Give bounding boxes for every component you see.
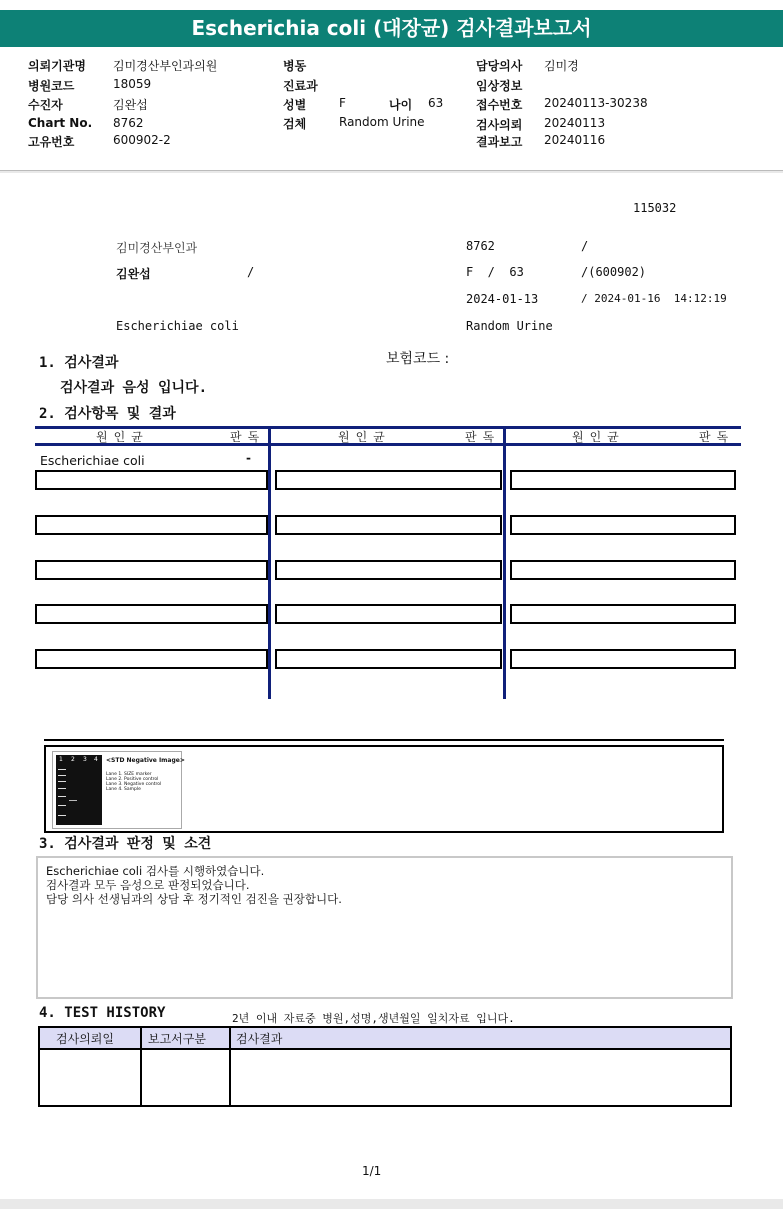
report-page — [0, 173, 783, 1199]
hospital-code-label: 병원코드 — [28, 79, 75, 93]
col3-organism-header: 원인균 — [572, 430, 625, 444]
report-title: Escherichia coli (대장균) 검사결과보고서 — [0, 10, 783, 47]
result-box — [510, 604, 736, 624]
history-table-header — [40, 1028, 730, 1050]
marker-band — [58, 769, 66, 770]
patient-label: 수진자 — [28, 98, 63, 112]
insurance-code-label: 보험코드 : — [386, 351, 450, 367]
result-box — [35, 649, 268, 669]
gel-legend-line: Lane 3. Negative control — [106, 782, 162, 787]
request-date-label: 검사의뢰 — [476, 118, 523, 132]
result-box — [275, 649, 502, 669]
result-box — [35, 515, 268, 535]
page-number: 1/1 — [362, 1164, 382, 1178]
result-box — [275, 560, 502, 580]
summary-slash: / — [581, 239, 589, 253]
history-col-divider — [140, 1028, 142, 1105]
section2-title: 2. 검사항목 및 결과 — [39, 406, 176, 422]
department-label: 진료과 — [283, 79, 318, 93]
history-header-request-date: 검사의뢰일 — [56, 1032, 114, 1046]
summary-institution: 김미경산부인과 — [116, 241, 198, 255]
lane-number: 4 — [94, 756, 98, 763]
sex-label: 성별 — [283, 98, 307, 112]
result-box — [275, 604, 502, 624]
gel-legend-line: Lane 4. Sample — [106, 787, 141, 792]
section4-title: 4. TEST HISTORY — [39, 1005, 166, 1021]
comment-line: Escherichiae coli 검사를 시행하였습니다. — [46, 864, 265, 878]
ward-label: 병동 — [283, 59, 307, 73]
table-col-divider-1 — [268, 426, 271, 699]
marker-band — [58, 775, 66, 776]
lane-number: 3 — [83, 756, 87, 763]
gel-thumbnail — [52, 751, 185, 829]
result-box — [275, 470, 502, 490]
gel-image-frame — [44, 745, 724, 833]
comment-line: 담당 의사 선생님과의 상담 후 정기적인 검진을 권장합니다. — [46, 892, 342, 906]
gel-legend-line: Lane 1. SIZE marker — [106, 772, 152, 777]
history-table — [38, 1026, 732, 1107]
result-box — [35, 560, 268, 580]
result-box — [510, 515, 736, 535]
col2-organism-header: 원인균 — [338, 430, 391, 444]
lane-number: 2 — [71, 756, 75, 763]
lane-number: 1 — [59, 756, 63, 763]
history-col-divider — [229, 1028, 231, 1105]
positive-band — [69, 800, 77, 801]
summary-chart: 8762 — [466, 239, 495, 253]
image-top-rule — [44, 739, 724, 741]
gel-legend-line: Lane 2. Positive control — [106, 777, 159, 782]
marker-band — [58, 781, 66, 782]
marker-band — [58, 805, 66, 806]
result-box — [510, 470, 736, 490]
comment-line: 검사결과 모두 음성으로 판정되었습니다. — [46, 878, 250, 892]
comment-box — [36, 856, 733, 999]
history-header-report-type: 보고서구분 — [148, 1032, 206, 1046]
marker-band — [58, 815, 66, 816]
doctor-value: 김미경 — [544, 59, 579, 73]
summary-specimen: Random Urine — [466, 319, 553, 333]
result-box — [275, 515, 502, 535]
table-col-divider-2 — [503, 426, 506, 699]
summary-request-date: 2024-01-13 — [466, 292, 539, 306]
section3-title: 3. 검사결과 판정 및 소견 — [39, 836, 212, 852]
patient-value: 김완섭 — [113, 98, 148, 112]
history-note: 2년 이내 자료중 병원,성명,생년월일 일치자료 입니다. — [232, 1012, 515, 1025]
request-date-value: 20240113 — [544, 116, 606, 130]
clinical-info-label: 임상정보 — [476, 79, 523, 93]
item-name: Escherichiae coli — [40, 453, 145, 468]
report-date-value: 20240116 — [544, 133, 606, 147]
specimen-value: Random Urine — [339, 115, 425, 129]
report-code: 115032 — [633, 201, 677, 215]
report-header — [0, 0, 783, 171]
col3-judgement-header: 판독 — [699, 430, 735, 444]
age-label: 나이 — [389, 98, 413, 112]
institution-value: 김미경산부인과의원 — [113, 59, 218, 73]
doctor-label: 담당의사 — [476, 59, 523, 73]
receipt-no-value: 20240113-30238 — [544, 96, 648, 110]
result-box — [35, 604, 268, 624]
report-date-label: 결과보고 — [476, 135, 523, 149]
chart-no-value: 8762 — [113, 116, 144, 130]
result-box — [510, 560, 736, 580]
summary-unique: /(600902) — [581, 265, 647, 279]
summary-patient: 김완섭 — [116, 267, 151, 281]
unique-no-label: 고유번호 — [28, 135, 75, 149]
col1-judgement-header: 판독 — [230, 430, 266, 444]
item-result: - — [246, 451, 251, 465]
summary-test-name: Escherichiae coli — [116, 319, 239, 333]
col1-organism-header: 원인균 — [96, 430, 149, 444]
result-box — [35, 470, 268, 490]
gel-electrophoresis-image — [56, 755, 102, 825]
marker-band — [58, 788, 66, 789]
age-value: 63 — [428, 96, 444, 110]
marker-band — [58, 796, 66, 797]
institution-label: 의뢰기관명 — [28, 59, 86, 73]
summary-report-datetime: / 2024-01-16 14:12:19 — [581, 292, 727, 305]
receipt-no-label: 접수번호 — [476, 98, 523, 112]
section1-result: 검사결과 음성 입니다. — [60, 380, 208, 396]
summary-slash-2: / — [247, 265, 255, 279]
sex-value: F — [339, 96, 346, 110]
chart-no-label: Chart No. — [28, 116, 93, 130]
hospital-code-value: 18059 — [113, 77, 152, 91]
specimen-label: 검체 — [283, 117, 307, 131]
gel-image-title: <STD Negative Image> — [106, 757, 185, 764]
section1-title: 1. 검사결과 — [39, 355, 119, 371]
result-box — [510, 649, 736, 669]
summary-sex-age: F / 63 — [466, 265, 524, 279]
history-header-result: 검사결과 — [236, 1032, 283, 1046]
col2-judgement-header: 판독 — [465, 430, 501, 444]
unique-no-value: 600902-2 — [113, 133, 171, 147]
